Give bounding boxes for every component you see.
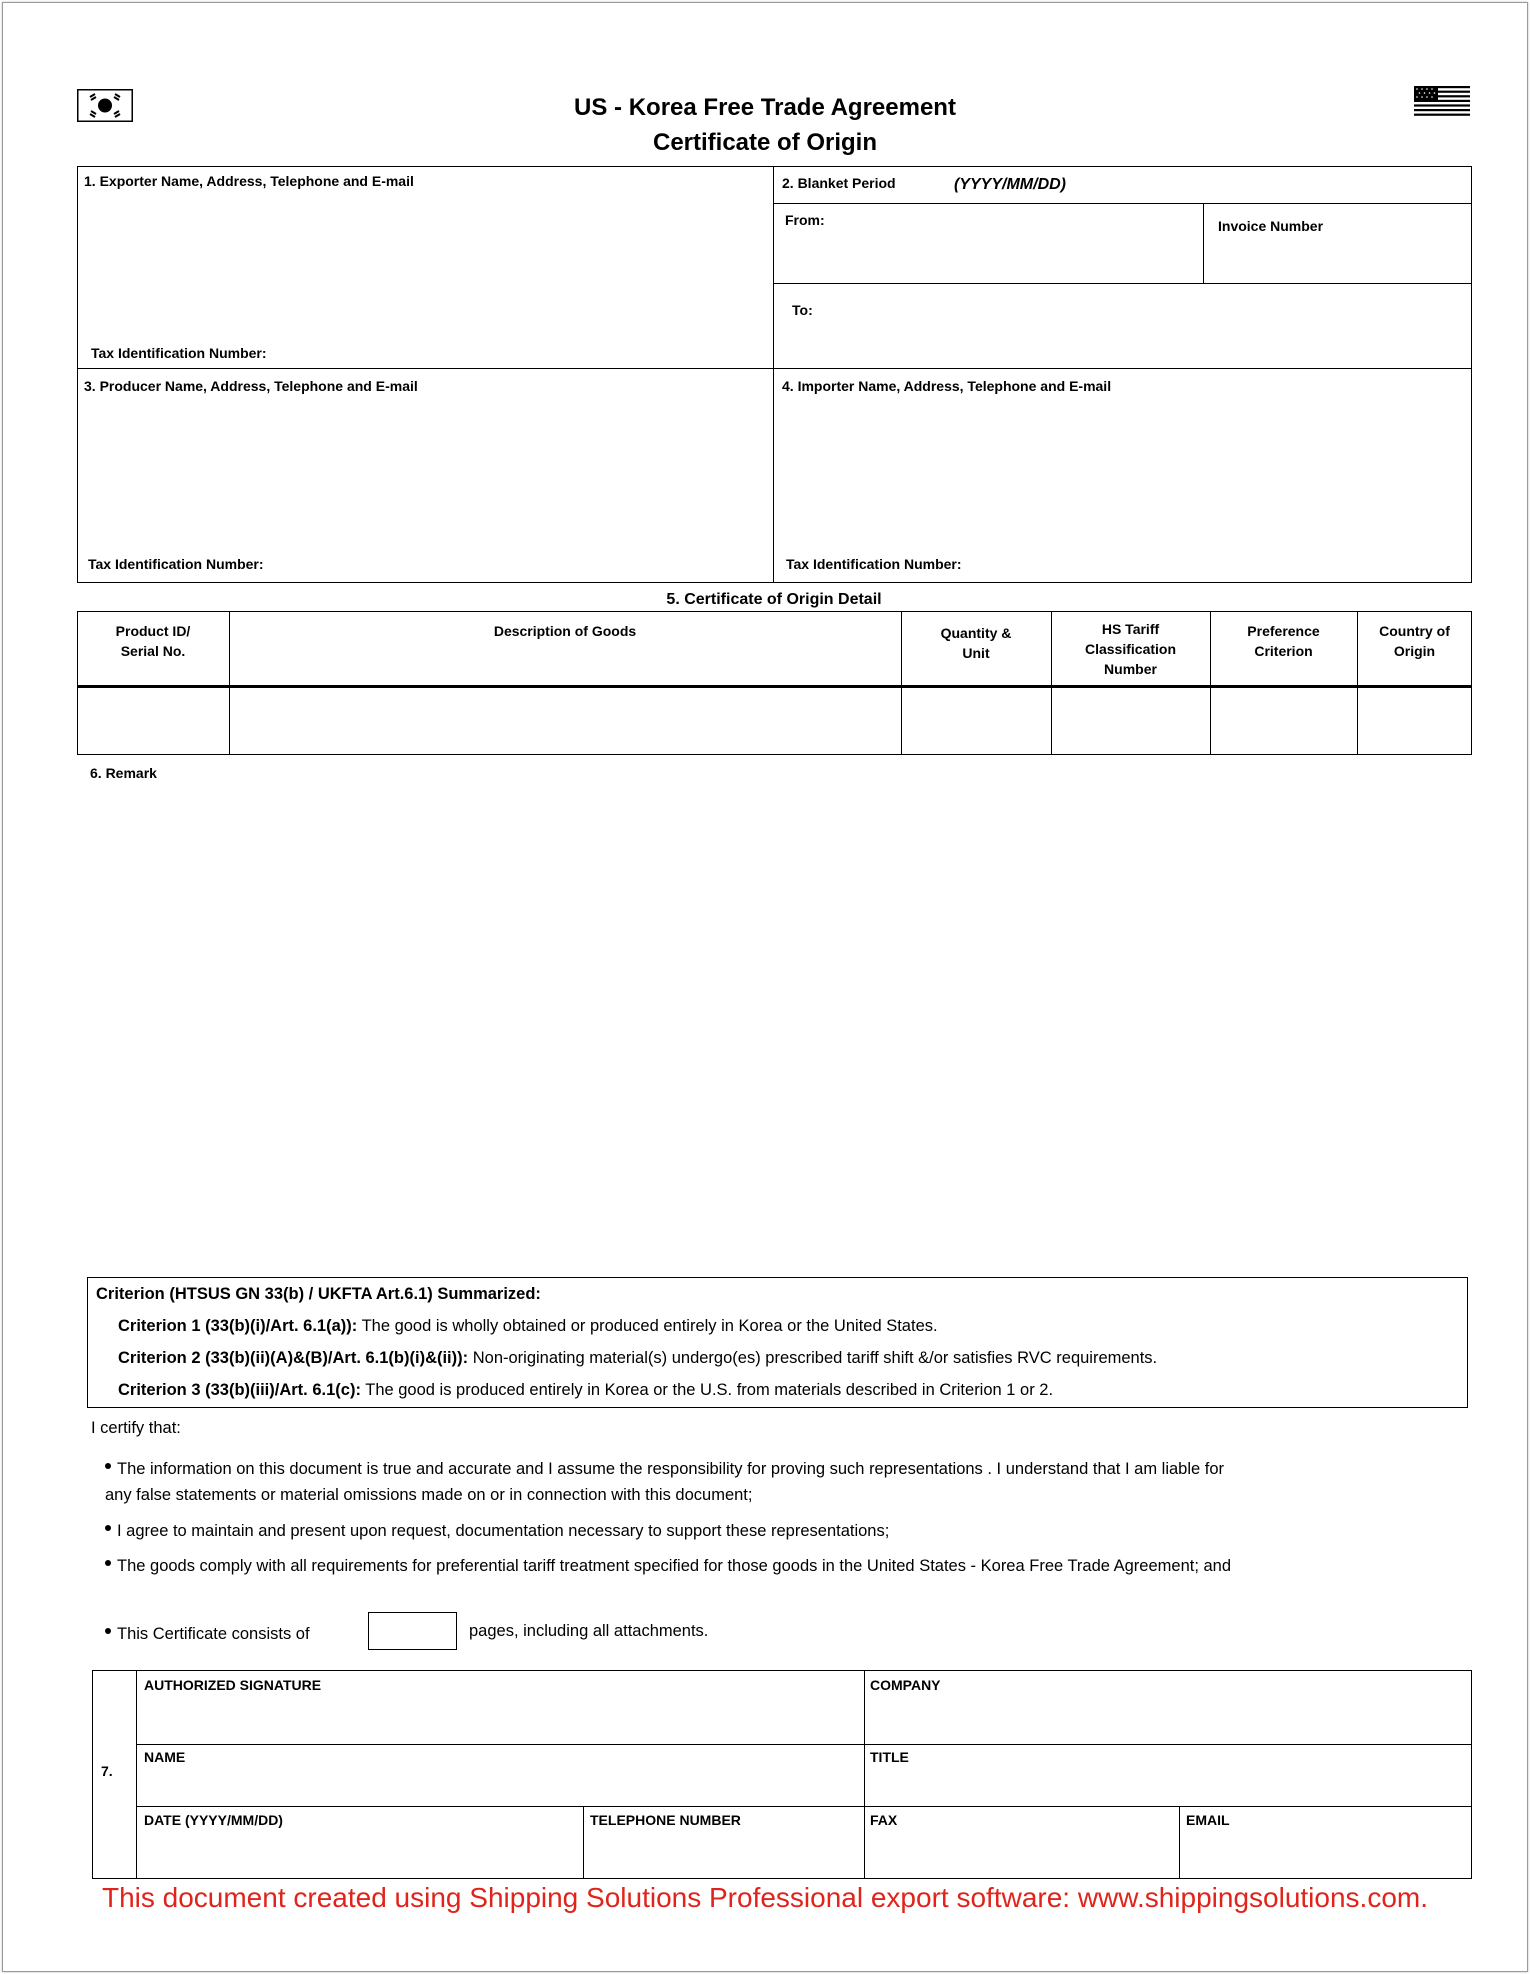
telephone-label: TELEPHONE NUMBER: [590, 1812, 741, 1828]
to-label: To:: [792, 302, 813, 318]
col-header-description: Description of Goods: [493, 623, 637, 639]
from-label: From:: [785, 212, 825, 228]
producer-label: 3. Producer Name, Address, Telephone and E-mail: [84, 378, 418, 394]
criterion-3: [118, 1381, 1053, 1400]
to-date-field[interactable]: [830, 290, 1469, 365]
name-label: NAME: [144, 1749, 186, 1765]
criterion-heading: Criterion (HTSUS GN 33(b) / UKFTA Art.6.1) Summarized:: [96, 1285, 541, 1303]
cell-description[interactable]: [231, 688, 899, 753]
date-field[interactable]: [138, 1832, 581, 1877]
telephone-field[interactable]: [585, 1832, 862, 1877]
importer-label: 4. Importer Name, Address, Telephone and E-mail: [782, 378, 1112, 394]
cell-product-id[interactable]: [79, 688, 227, 753]
criterion-3-text: The good is produced entirely in Korea or the U.S. from materials described in Criterion 1 or 2.: [360, 1381, 1054, 1399]
detail-section-title: 5. Certificate of Origin Detail: [666, 591, 882, 608]
company-label: COMPANY: [870, 1677, 941, 1693]
col-header-product-id: Product ID/ Serial No.: [115, 623, 191, 659]
from-date-field[interactable]: [840, 206, 1200, 280]
certify-bullet-4-suffix: pages, including all attachments.: [469, 1622, 709, 1640]
importer-field[interactable]: [776, 400, 1469, 548]
authorized-signature-label: AUTHORIZED SIGNATURE: [144, 1677, 322, 1693]
certify-bullet-4: This Certificate consists of: [105, 1621, 310, 1647]
producer-tax-id-label: Tax Identification Number:: [88, 556, 264, 572]
blanket-period-label: 2. Blanket Period: [782, 175, 896, 191]
remark-label: 6. Remark: [90, 765, 157, 781]
criterion-1-name: Criterion 1 (33(b)(i)/Art. 6.1(a)):: [118, 1317, 358, 1335]
fax-label: FAX: [870, 1812, 898, 1828]
title-label: TITLE: [870, 1749, 909, 1765]
page-count-input[interactable]: [368, 1612, 457, 1650]
criterion-1: [118, 1317, 938, 1336]
bullet-icon: [105, 1463, 111, 1469]
invoice-number-label: Invoice Number: [1218, 218, 1324, 234]
exporter-tax-id-label: Tax Identification Number:: [91, 345, 267, 361]
authorized-signature-field[interactable]: [138, 1698, 862, 1742]
importer-tax-id-label: Tax Identification Number:: [786, 556, 962, 572]
cell-country[interactable]: [1359, 688, 1470, 753]
certify-bullet-1: The information on this document is true and accurate and I assume the responsibility for proving such representations . I understand that I am liable for any false statements or material omissions made on or in connection with this document;: [105, 1460, 1225, 1504]
criterion-2-name: Criterion 2 (33(b)(ii)(A)&(B)/Art. 6.1(b)(i)&(ii)):: [118, 1349, 469, 1367]
company-field[interactable]: [866, 1698, 1470, 1742]
section-7-number: 7.: [101, 1763, 113, 1779]
exporter-field[interactable]: [80, 195, 770, 335]
blanket-period-format: (YYYY/MM/DD): [954, 176, 1066, 193]
date-label: DATE (YYYY/MM/DD): [144, 1812, 283, 1828]
email-label: EMAIL: [1186, 1812, 1230, 1828]
col-header-country: Country of Origin: [1379, 623, 1450, 659]
criterion-3-name: Criterion 3 (33(b)(iii)/Art. 6.1(c):: [118, 1381, 361, 1399]
bullet-icon: [105, 1628, 111, 1634]
criterion-2-text: Non-originating material(s) undergo(es) prescribed tariff shift &/or satisfies RVC requirements.: [468, 1349, 1158, 1367]
invoice-number-field[interactable]: [1206, 240, 1469, 280]
footer-notice: This document created using Shipping Solutions Professional export software: www.shippingsolutions.com.: [101, 1882, 1429, 1913]
document-subtitle: Certificate of Origin: [652, 129, 878, 156]
title-field[interactable]: [866, 1768, 1470, 1804]
email-field[interactable]: [1181, 1832, 1470, 1877]
cell-quantity[interactable]: [903, 688, 1049, 753]
certify-bullet-2: I agree to maintain and present upon request, documentation necessary to support these representations;: [105, 1518, 1235, 1544]
certify-bullet-3: The goods comply with all requirements for preferential tariff treatment specified for those goods in the United States - Korea Free Trade Agreement; and: [105, 1553, 1235, 1579]
bullet-icon: [105, 1525, 111, 1531]
remark-field[interactable]: [77, 790, 1472, 1270]
col-header-quantity: Quantity & Unit: [940, 625, 1012, 661]
cell-hs-tariff[interactable]: [1053, 688, 1208, 753]
document-title: US - Korea Free Trade Agreement: [574, 94, 956, 121]
col-header-preference: Preference Criterion: [1247, 623, 1320, 659]
cell-preference[interactable]: [1212, 688, 1355, 753]
certify-intro: I certify that:: [91, 1419, 181, 1437]
exporter-label: 1. Exporter Name, Address, Telephone and E-mail: [84, 173, 414, 189]
producer-field[interactable]: [80, 400, 770, 548]
name-field[interactable]: [138, 1768, 862, 1804]
bullet-icon: [105, 1560, 111, 1566]
criterion-2: [118, 1349, 1157, 1368]
fax-field[interactable]: [866, 1832, 1177, 1877]
col-header-hs-tariff: HS Tariff Classification Number: [1084, 621, 1177, 677]
criterion-1-text: The good is wholly obtained or produced entirely in Korea or the United States.: [357, 1317, 938, 1335]
